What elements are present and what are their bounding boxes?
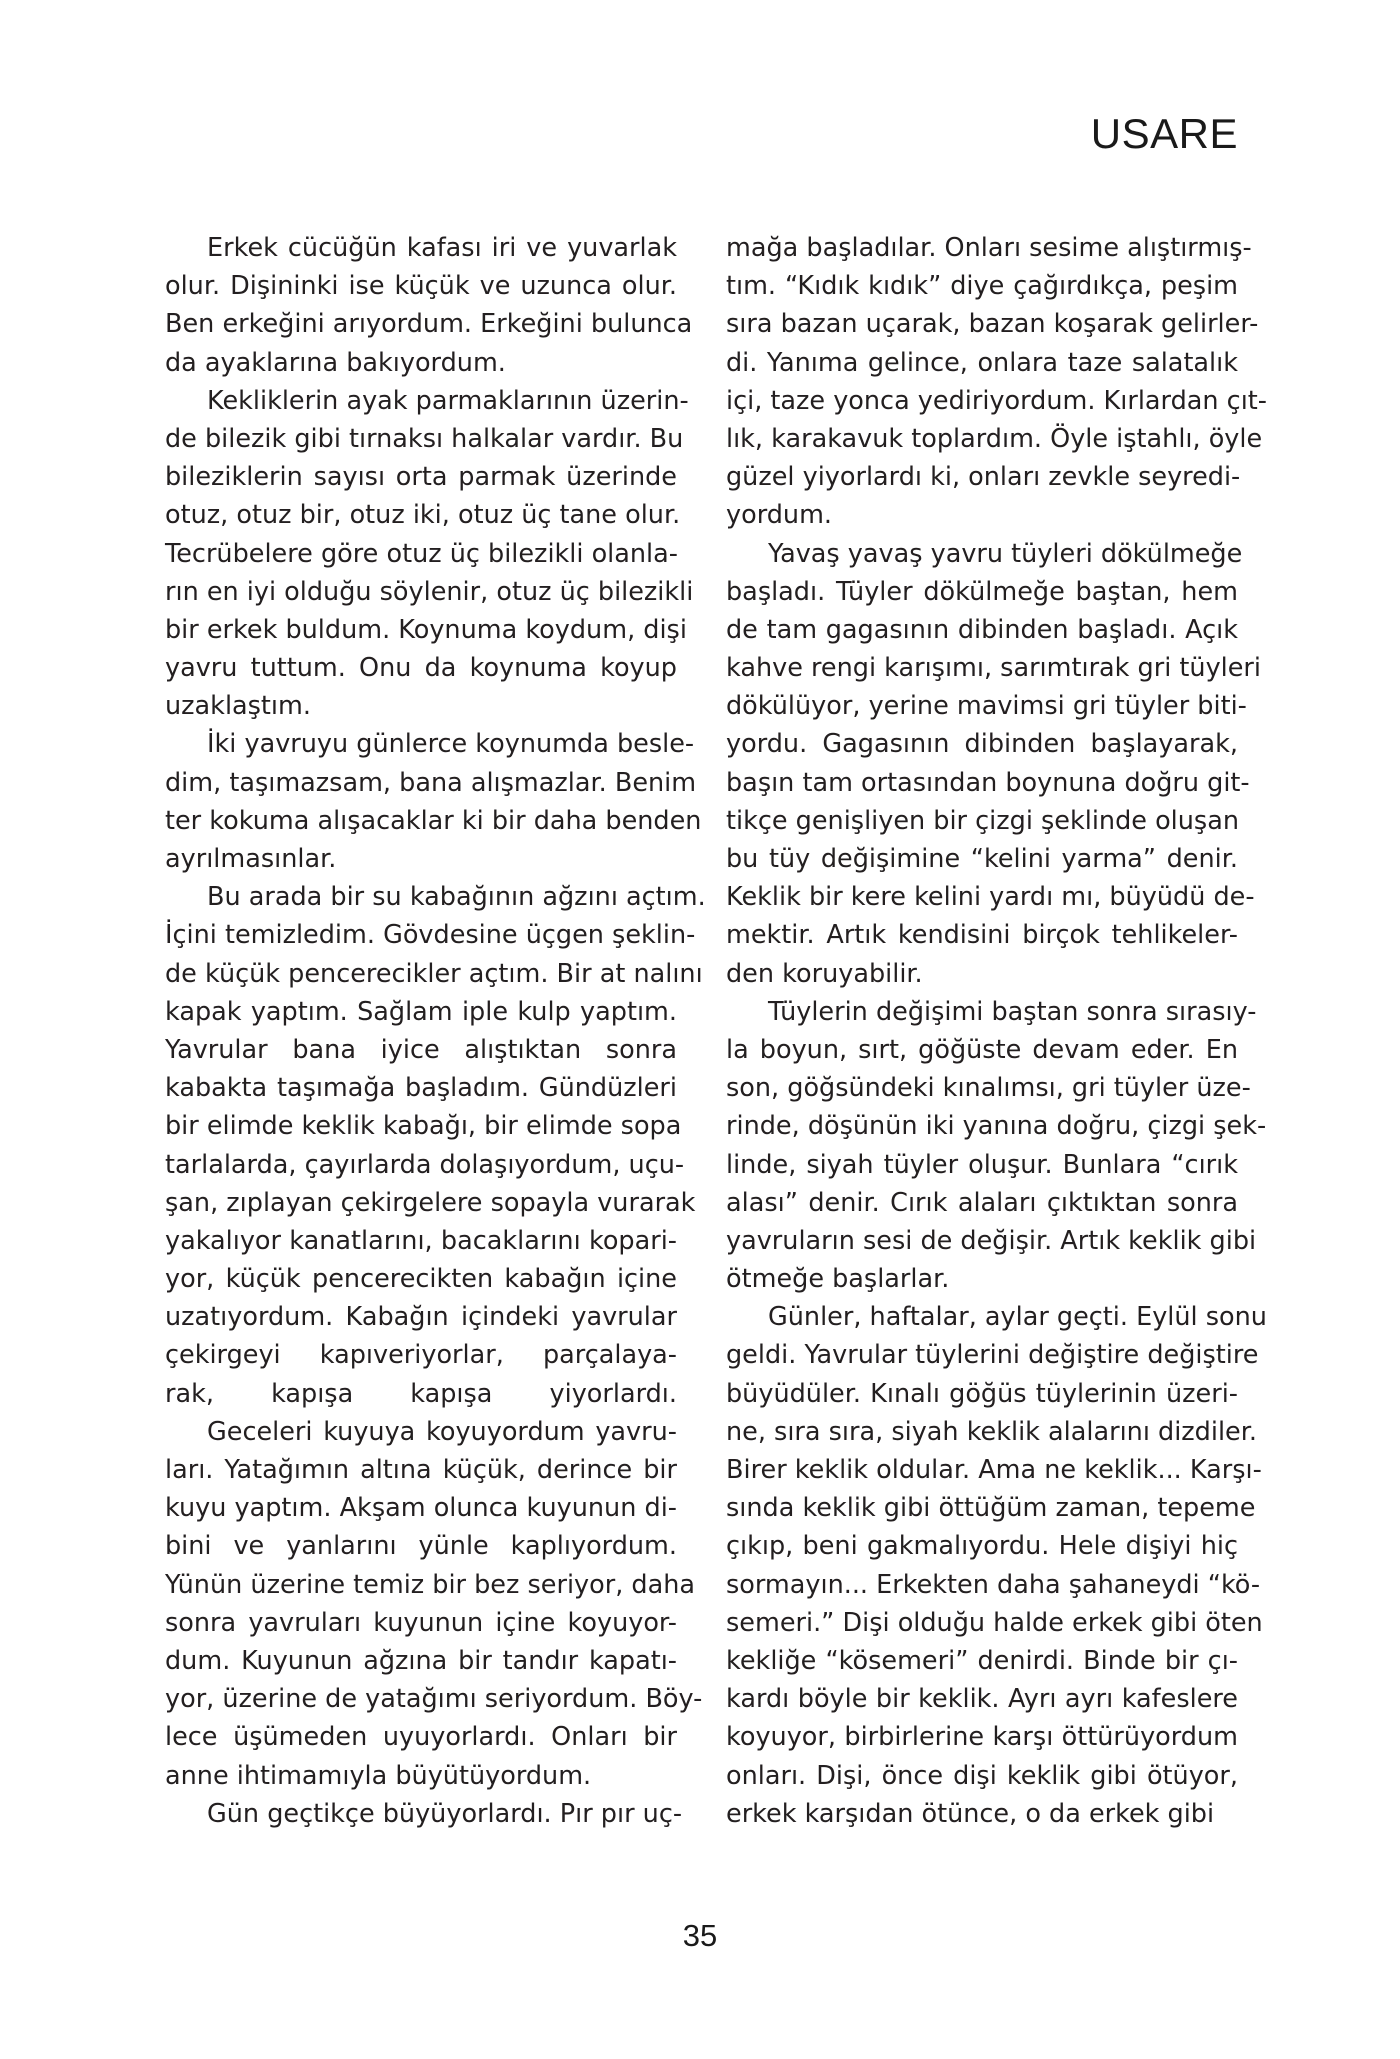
text-line: Birer keklik oldular. Ama ne keklik... Karşı- (726, 1455, 1262, 1485)
text-line: lece üşümeden uyuyorlardı. Onları bir (165, 1722, 677, 1753)
text-line: başın tam ortasından boynuna doğru git- (726, 767, 1250, 798)
text-line: bileziklerin sayısı orta parmak üzerinde (165, 462, 677, 493)
text-line: ötmeğe başlarlar. (726, 1264, 950, 1295)
text-line: Keklik bir kere kelini yardı mı, büyüdü de- (726, 882, 1255, 913)
text-line: Yavaş yavaş yavru tüyleri dökülmeğe (768, 538, 1243, 569)
text-line: kardı böyle bir keklik. Ayrı ayrı kafeslere (726, 1684, 1238, 1715)
text-line: yor, küçük pencerecikten kabağın içine (165, 1264, 677, 1295)
text-line: bir erkek buldum. Koynuma koydum, dişi (165, 614, 687, 645)
text-line: da ayaklarına bakıyordum. (165, 347, 506, 378)
text-line: çekirgeyi kapıveriyorlar, parçalaya- (165, 1340, 677, 1371)
text-line: la boyun, sırt, göğüste devam eder. En (726, 1034, 1238, 1065)
text-line: linde, siyah tüyler oluşur. Bunlara “cırık (726, 1149, 1238, 1180)
text-line: tım. “Kıdık kıdık” diye çağırdıkça, peşim (726, 271, 1238, 302)
text-line: tikçe genişliyen bir çizgi şeklinde oluşan (726, 805, 1239, 836)
text-line: mektir. Artık kendisini birçok tehlikeler- (726, 920, 1238, 951)
text-line: yavruların sesi de değişir. Artık keklik gibi (726, 1225, 1257, 1256)
text-line: sıra bazan uçarak, bazan koşarak gelirler- (726, 309, 1259, 340)
text-line: yavru tuttum. Onu da koynuma koyup (165, 653, 677, 684)
text-line: di. Yanıma gelince, onlara taze salatalık (726, 347, 1238, 378)
text-line: geldi. Yavrular tüylerini değiştire değiştire (726, 1340, 1259, 1371)
text-line: Yavrular bana iyice alıştıktan sonra (165, 1034, 677, 1065)
text-line: ter kokuma alışacaklar ki bir daha benden (165, 805, 702, 836)
text-line: yordum. (726, 500, 833, 531)
text-line: semeri.” Dişi olduğu halde erkek gibi öten (726, 1607, 1263, 1638)
text-line: ları. Yatağımın altına küçük, derince bir (165, 1455, 677, 1485)
text-line: Erkek cücüğün kafası iri ve yuvarlak (207, 233, 677, 263)
text-line: yakalıyor kanatlarını, bacaklarını kopari- (165, 1225, 677, 1256)
text-line: erkek karşıdan ötünce, o da erkek gibi (726, 1798, 1215, 1829)
text-line: uzatıyordum. Kabağın içindeki yavrular (165, 1302, 677, 1333)
text-line: Tüylerin değişimi baştan sonra sırasıy- (768, 996, 1257, 1027)
text-line: Bu arada bir su kabağının ağzını açtım. (207, 882, 706, 913)
text-line: dim, taşımazsam, bana alışmazlar. Benim (165, 767, 697, 798)
text-line: de bilezik gibi tırnaksı halkalar vardır. Bu (165, 423, 684, 454)
text-line: yordu. Gagasının dibinden başlayarak, (726, 729, 1238, 760)
running-header: USARE (1090, 110, 1238, 157)
text-line: içi, taze yonca yediriyordum. Kırlardan çıt- (726, 385, 1267, 416)
text-line: rın en iyi olduğu söylenir, otuz üç bilezikli (165, 576, 694, 607)
text-line: rak, kapışa kapışa yiyorlardı. (165, 1378, 677, 1409)
text-line: Günler, haftalar, aylar geçti. Eylül sonu (768, 1302, 1267, 1333)
text-line: otuz, otuz bir, otuz iki, otuz üç tane olur. (165, 500, 681, 531)
text-line: tarlalarda, çayırlarda dolaşıyordum, uçu- (165, 1149, 685, 1180)
text-line: uzaklaştım. (165, 691, 311, 722)
text-line: lık, karakavuk toplardım. Öyle iştahlı, öyle (726, 423, 1263, 454)
text-line: kahve rengi karışımı, sarımtırak gri tüyleri (726, 653, 1262, 684)
text-line: son, göğsündeki kınalımsı, gri tüyler üze- (726, 1073, 1251, 1104)
text-column-right (726, 229, 1267, 1833)
text-line: İki yavruyu günlerce koynumda besle- (207, 729, 695, 760)
text-line: de küçük pencerecikler açtım. Bir at nalını (165, 958, 703, 989)
text-line: alası” denir. Cırık alaları çıktıktan sonra (726, 1187, 1238, 1218)
text-line: rinde, döşünün iki yanına doğru, çizgi şek- (726, 1111, 1267, 1142)
text-line: dökülüyor, yerine mavimsi gri tüyler biti- (726, 691, 1247, 722)
text-line: Tecrübelere göre otuz üç bilezikli olanla- (165, 538, 678, 569)
page-number: 35 (682, 1918, 718, 1953)
text-line: onları. Dişi, önce dişi keklik gibi ötüyor, (726, 1760, 1238, 1791)
text-line: büyüdüler. Kınalı göğüs tüylerinin üzeri- (726, 1378, 1238, 1409)
text-line: yor, üzerine de yatağımı seriyordum. Böy- (165, 1684, 703, 1715)
text-line: olur. Dişininki ise küçük ve uzunca olur. (165, 271, 677, 302)
text-line: kuyu yaptım. Akşam olunca kuyunun di- (165, 1493, 677, 1524)
text-line: de tam gagasının dibinden başladı. Açık (726, 614, 1238, 645)
text-line: Yünün üzerine temiz bir bez seriyor, daha (165, 1569, 696, 1600)
text-line: şan, zıplayan çekirgelere sopayla vurarak (165, 1187, 696, 1218)
text-line: kapak yaptım. Sağlam iple kulp yaptım. (165, 996, 677, 1027)
text-line: bini ve yanlarını yünle kaplıyordum. (165, 1531, 677, 1562)
text-line: çıkıp, beni gakmalıyordu. Hele dişiyi hiç (726, 1531, 1238, 1562)
text-line: kekliğe “kösemeri” denirdi. Binde bir çı- (726, 1645, 1238, 1676)
text-line: Ben erkeğini arıyordum. Erkeğini bulunca (165, 309, 693, 340)
text-line: başladı. Tüyler dökülmeğe baştan, hem (726, 576, 1238, 607)
text-line: bu tüy değişimine “kelini yarma” denir. (726, 844, 1238, 874)
text-line: ne, sıra sıra, siyah keklik alalarını dizdiler. (726, 1416, 1257, 1447)
text-line: güzel yiyorlardı ki, onları zevkle seyredi- (726, 462, 1241, 493)
text-line: Kekliklerin ayak parmaklarının üzerin- (207, 385, 689, 416)
text-line: Gün geçtikçe büyüyorlardı. Pır pır uç- (207, 1798, 683, 1829)
text-line: dum. Kuyunun ağzına bir tandır kapatı- (165, 1645, 677, 1676)
text-line: koyuyor, birbirlerine karşı öttürüyordum (726, 1722, 1238, 1753)
text-line: sormayın... Erkekten daha şahaneydi “kö- (726, 1569, 1261, 1600)
text-line: sında keklik gibi öttüğüm zaman, tepeme (726, 1493, 1256, 1524)
text-line: kabakta taşımağa başladım. Gündüzleri (165, 1073, 677, 1104)
text-line: sonra yavruları kuyunun içine koyuyor- (165, 1607, 677, 1638)
text-line: ayrılmasınlar. (165, 844, 337, 874)
text-line: bir elimde keklik kabağı, bir elimde sopa (165, 1111, 682, 1142)
text-line: anne ihtimamıyla büyütüyordum. (165, 1760, 592, 1791)
text-column-left (165, 229, 706, 1833)
text-line: mağa başladılar. Onları sesime alıştırmış- (726, 233, 1252, 263)
text-line: İçini temizledim. Gövdesine üçgen şeklin- (165, 920, 696, 951)
text-line: den koruyabilir. (726, 958, 923, 989)
text-line: Geceleri kuyuya koyuyordum yavru- (207, 1416, 677, 1447)
